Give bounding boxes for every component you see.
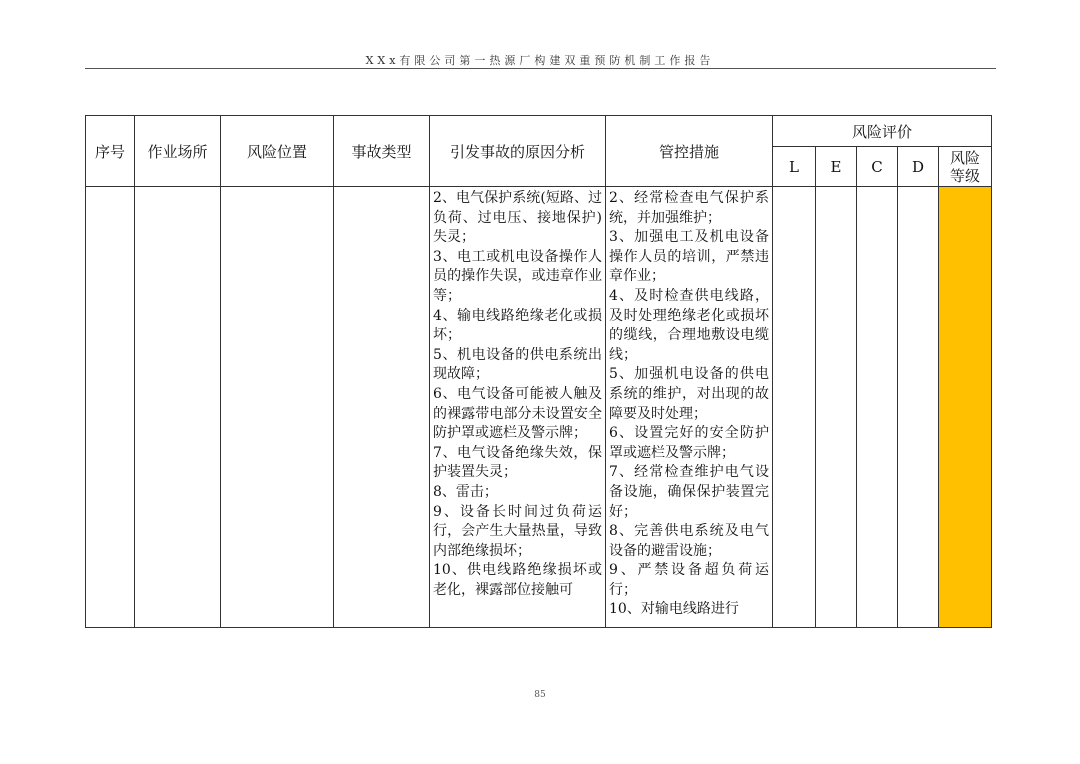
- measure-item: 9、严禁设备超负荷运行；: [609, 562, 769, 598]
- col-header-risk-evaluation: 风险评价: [773, 116, 992, 147]
- col-header-C: C: [857, 147, 898, 187]
- cause-item: 5、机电设备的供电系统出现故障；: [433, 346, 602, 383]
- cause-item: 3、电工或机电设备操作人员的操作失误，或违章作业等；: [433, 248, 602, 304]
- measure-item: 5、加强机电设备的供电系统的维护，对出现的故障要及时处理；: [609, 366, 769, 422]
- measure-item: 7、经常检查维护电气设备设施，确保保护装置完好；: [609, 464, 769, 520]
- cause-item: 6、电气设备可能被人触及的裸露带电部分未设置安全防护罩或遮栏及警示牌；: [433, 385, 602, 442]
- table-row: [86, 187, 992, 628]
- measure-item: 4、及时检查供电线路，及时处理绝缘老化或损坏的缆线，合理地敷设电缆线；: [609, 287, 769, 363]
- measure-item: 8、完善供电系统及电气设备的避雷设施；: [609, 523, 769, 559]
- cell-cause-analysis: [430, 187, 606, 628]
- cell-E: [816, 187, 857, 628]
- header-divider: [85, 68, 996, 69]
- col-header-site: 作业场所: [135, 116, 221, 187]
- cause-item: 8、雷击；: [433, 483, 498, 500]
- measure-item: 3、加强电工及机电设备操作人员的培训，严禁违章作业；: [609, 229, 769, 285]
- measure-item: 6、设置完好的安全防护罩或遮栏及警示牌；: [609, 425, 769, 461]
- cell-site: [135, 187, 221, 628]
- col-header-L: L: [773, 147, 816, 187]
- cell-risk-position: [221, 187, 334, 628]
- cell-C: [857, 187, 898, 628]
- cell-D: [898, 187, 939, 628]
- cell-risk-level: [939, 187, 992, 628]
- measure-item: 10、对输电线路进行: [609, 601, 739, 618]
- cell-L: [773, 187, 816, 628]
- measure-item: 2、经常检查电气保护系统，并加强维护；: [609, 190, 769, 226]
- col-header-risk-level: 风险等级: [939, 147, 992, 187]
- col-header-control-measures: 管控措施: [606, 116, 773, 187]
- col-header-risk-position: 风险位置: [221, 116, 334, 187]
- col-header-seq: 序号: [86, 116, 135, 187]
- cause-item: 2、电气保护系统(短路、过负荷、过电压、接地保护)失灵；: [433, 190, 602, 246]
- page-number: 85: [534, 690, 546, 700]
- cell-seq: [86, 187, 135, 628]
- cause-item: 10、供电线路绝缘损坏或老化，裸露部位接触可: [433, 562, 602, 598]
- col-header-E: E: [816, 147, 857, 187]
- col-header-cause-analysis: 引发事故的原因分析: [430, 116, 606, 187]
- cell-control-measures: [606, 187, 773, 628]
- cell-accident-type: [334, 187, 430, 628]
- risk-assessment-table: [85, 115, 992, 628]
- cause-item: 4、输电线路绝缘老化或损坏；: [433, 307, 602, 344]
- col-header-D: D: [898, 147, 939, 187]
- cause-item: 9、设备长时间过负荷运行，会产生大量热量，导致内部绝缘损坏；: [433, 503, 602, 559]
- col-header-accident-type: 事故类型: [334, 116, 430, 187]
- cause-item: 7、电气设备绝缘失效，保护装置失灵；: [433, 444, 602, 481]
- report-header-title: XXx有限公司第一热源厂构建双重预防机制工作报告: [365, 54, 715, 67]
